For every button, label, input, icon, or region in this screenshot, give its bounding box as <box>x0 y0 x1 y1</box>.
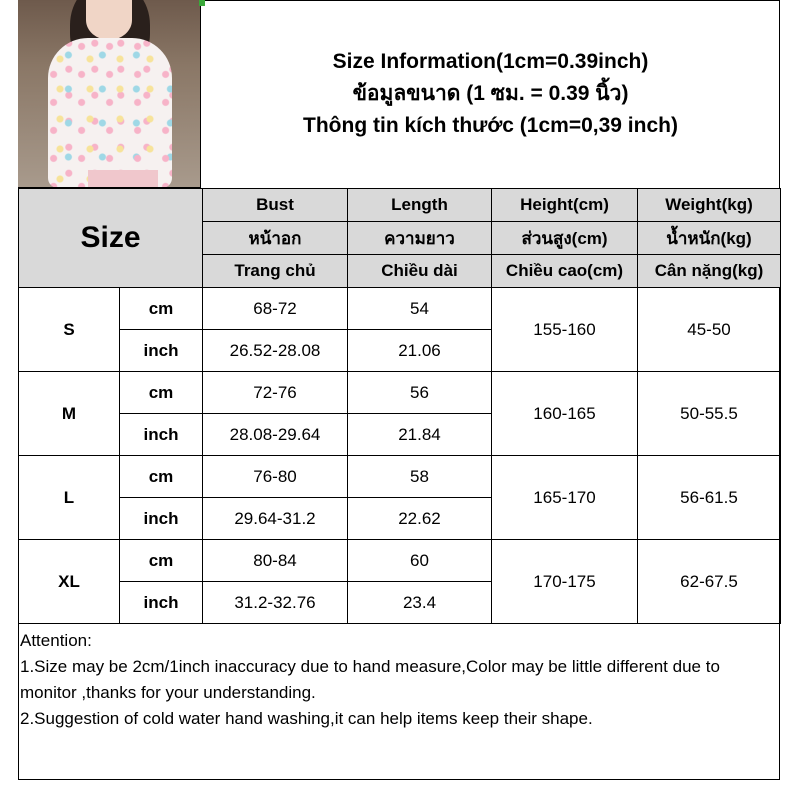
table-row <box>19 456 781 498</box>
unit-cm: cm <box>120 372 203 414</box>
height-cell: 160-165 <box>492 372 638 456</box>
size-cell: XL <box>19 540 120 624</box>
bust-cm: 68-72 <box>203 288 348 330</box>
bust-cm: 72-76 <box>203 372 348 414</box>
size-cell: L <box>19 456 120 540</box>
weight-cell: 50-55.5 <box>638 372 781 456</box>
size-cell: S <box>19 288 120 372</box>
floral-shirt <box>48 38 172 188</box>
col-height-en: Height(cm) <box>492 189 638 222</box>
bust-cm: 80-84 <box>203 540 348 582</box>
table-row <box>19 540 781 582</box>
col-height-vi: Chiều cao(cm) <box>492 255 638 288</box>
notes-heading: Attention: <box>20 631 92 650</box>
col-weight-en: Weight(kg) <box>638 189 781 222</box>
note-line-2: 2.Suggestion of cold water hand washing,it can help items keep their shape. <box>20 709 593 728</box>
attention-notes <box>20 628 778 732</box>
length-inch: 23.4 <box>348 582 492 624</box>
height-cell: 155-160 <box>492 288 638 372</box>
unit-inch: inch <box>120 414 203 456</box>
title-english: Size Information(1cm=0.39inch) <box>332 50 649 73</box>
col-length-th: ความยาว <box>348 222 492 255</box>
col-length-vi: Chiều dài <box>348 255 492 288</box>
unit-inch: inch <box>120 582 203 624</box>
col-bust-th: หน้าอก <box>203 222 348 255</box>
height-cell: 170-175 <box>492 540 638 624</box>
size-cell: M <box>19 372 120 456</box>
weight-cell: 62-67.5 <box>638 540 781 624</box>
title-vietnamese: Thông tin kích thước (1cm=0,39 inch) <box>303 114 678 137</box>
length-cm: 58 <box>348 456 492 498</box>
unit-cm: cm <box>120 288 203 330</box>
bust-inch: 26.52-28.08 <box>203 330 348 372</box>
weight-cell: 45-50 <box>638 288 781 372</box>
bust-cm: 76-80 <box>203 456 348 498</box>
col-length-en: Length <box>348 189 492 222</box>
height-cell: 165-170 <box>492 456 638 540</box>
bust-inch: 29.64-31.2 <box>203 498 348 540</box>
title-thai: ข้อมูลขนาด (1 ซม. = 0.39 นิ้ว) <box>352 82 629 105</box>
length-cm: 54 <box>348 288 492 330</box>
col-weight-vi: Cân nặng(kg) <box>638 255 781 288</box>
size-header: Size <box>19 189 203 288</box>
length-cm: 56 <box>348 372 492 414</box>
unit-inch: inch <box>120 330 203 372</box>
unit-cm: cm <box>120 540 203 582</box>
length-inch: 21.06 <box>348 330 492 372</box>
bust-inch: 31.2-32.76 <box>203 582 348 624</box>
pink-skirt <box>88 170 158 188</box>
note-line-1: 1.Size may be 2cm/1inch inaccuracy due to hand measure,Color may be little different due to monitor ,thanks for your understanding. <box>20 657 720 702</box>
bust-inch: 28.08-29.64 <box>203 414 348 456</box>
length-inch: 22.62 <box>348 498 492 540</box>
length-cm: 60 <box>348 540 492 582</box>
weight-cell: 56-61.5 <box>638 456 781 540</box>
table-row <box>19 372 781 414</box>
col-height-th: ส่วนสูง(cm) <box>492 222 638 255</box>
product-photo <box>18 0 201 188</box>
header-titles <box>201 0 780 188</box>
model-face <box>86 0 132 40</box>
unit-cm: cm <box>120 456 203 498</box>
table-row <box>19 288 781 330</box>
col-bust-en: Bust <box>203 189 348 222</box>
size-table <box>18 188 781 624</box>
col-weight-th: น้ำหนัก(kg) <box>638 222 781 255</box>
length-inch: 21.84 <box>348 414 492 456</box>
header-row-en <box>19 189 781 222</box>
unit-inch: inch <box>120 498 203 540</box>
col-bust-vi: Trang chủ <box>203 255 348 288</box>
